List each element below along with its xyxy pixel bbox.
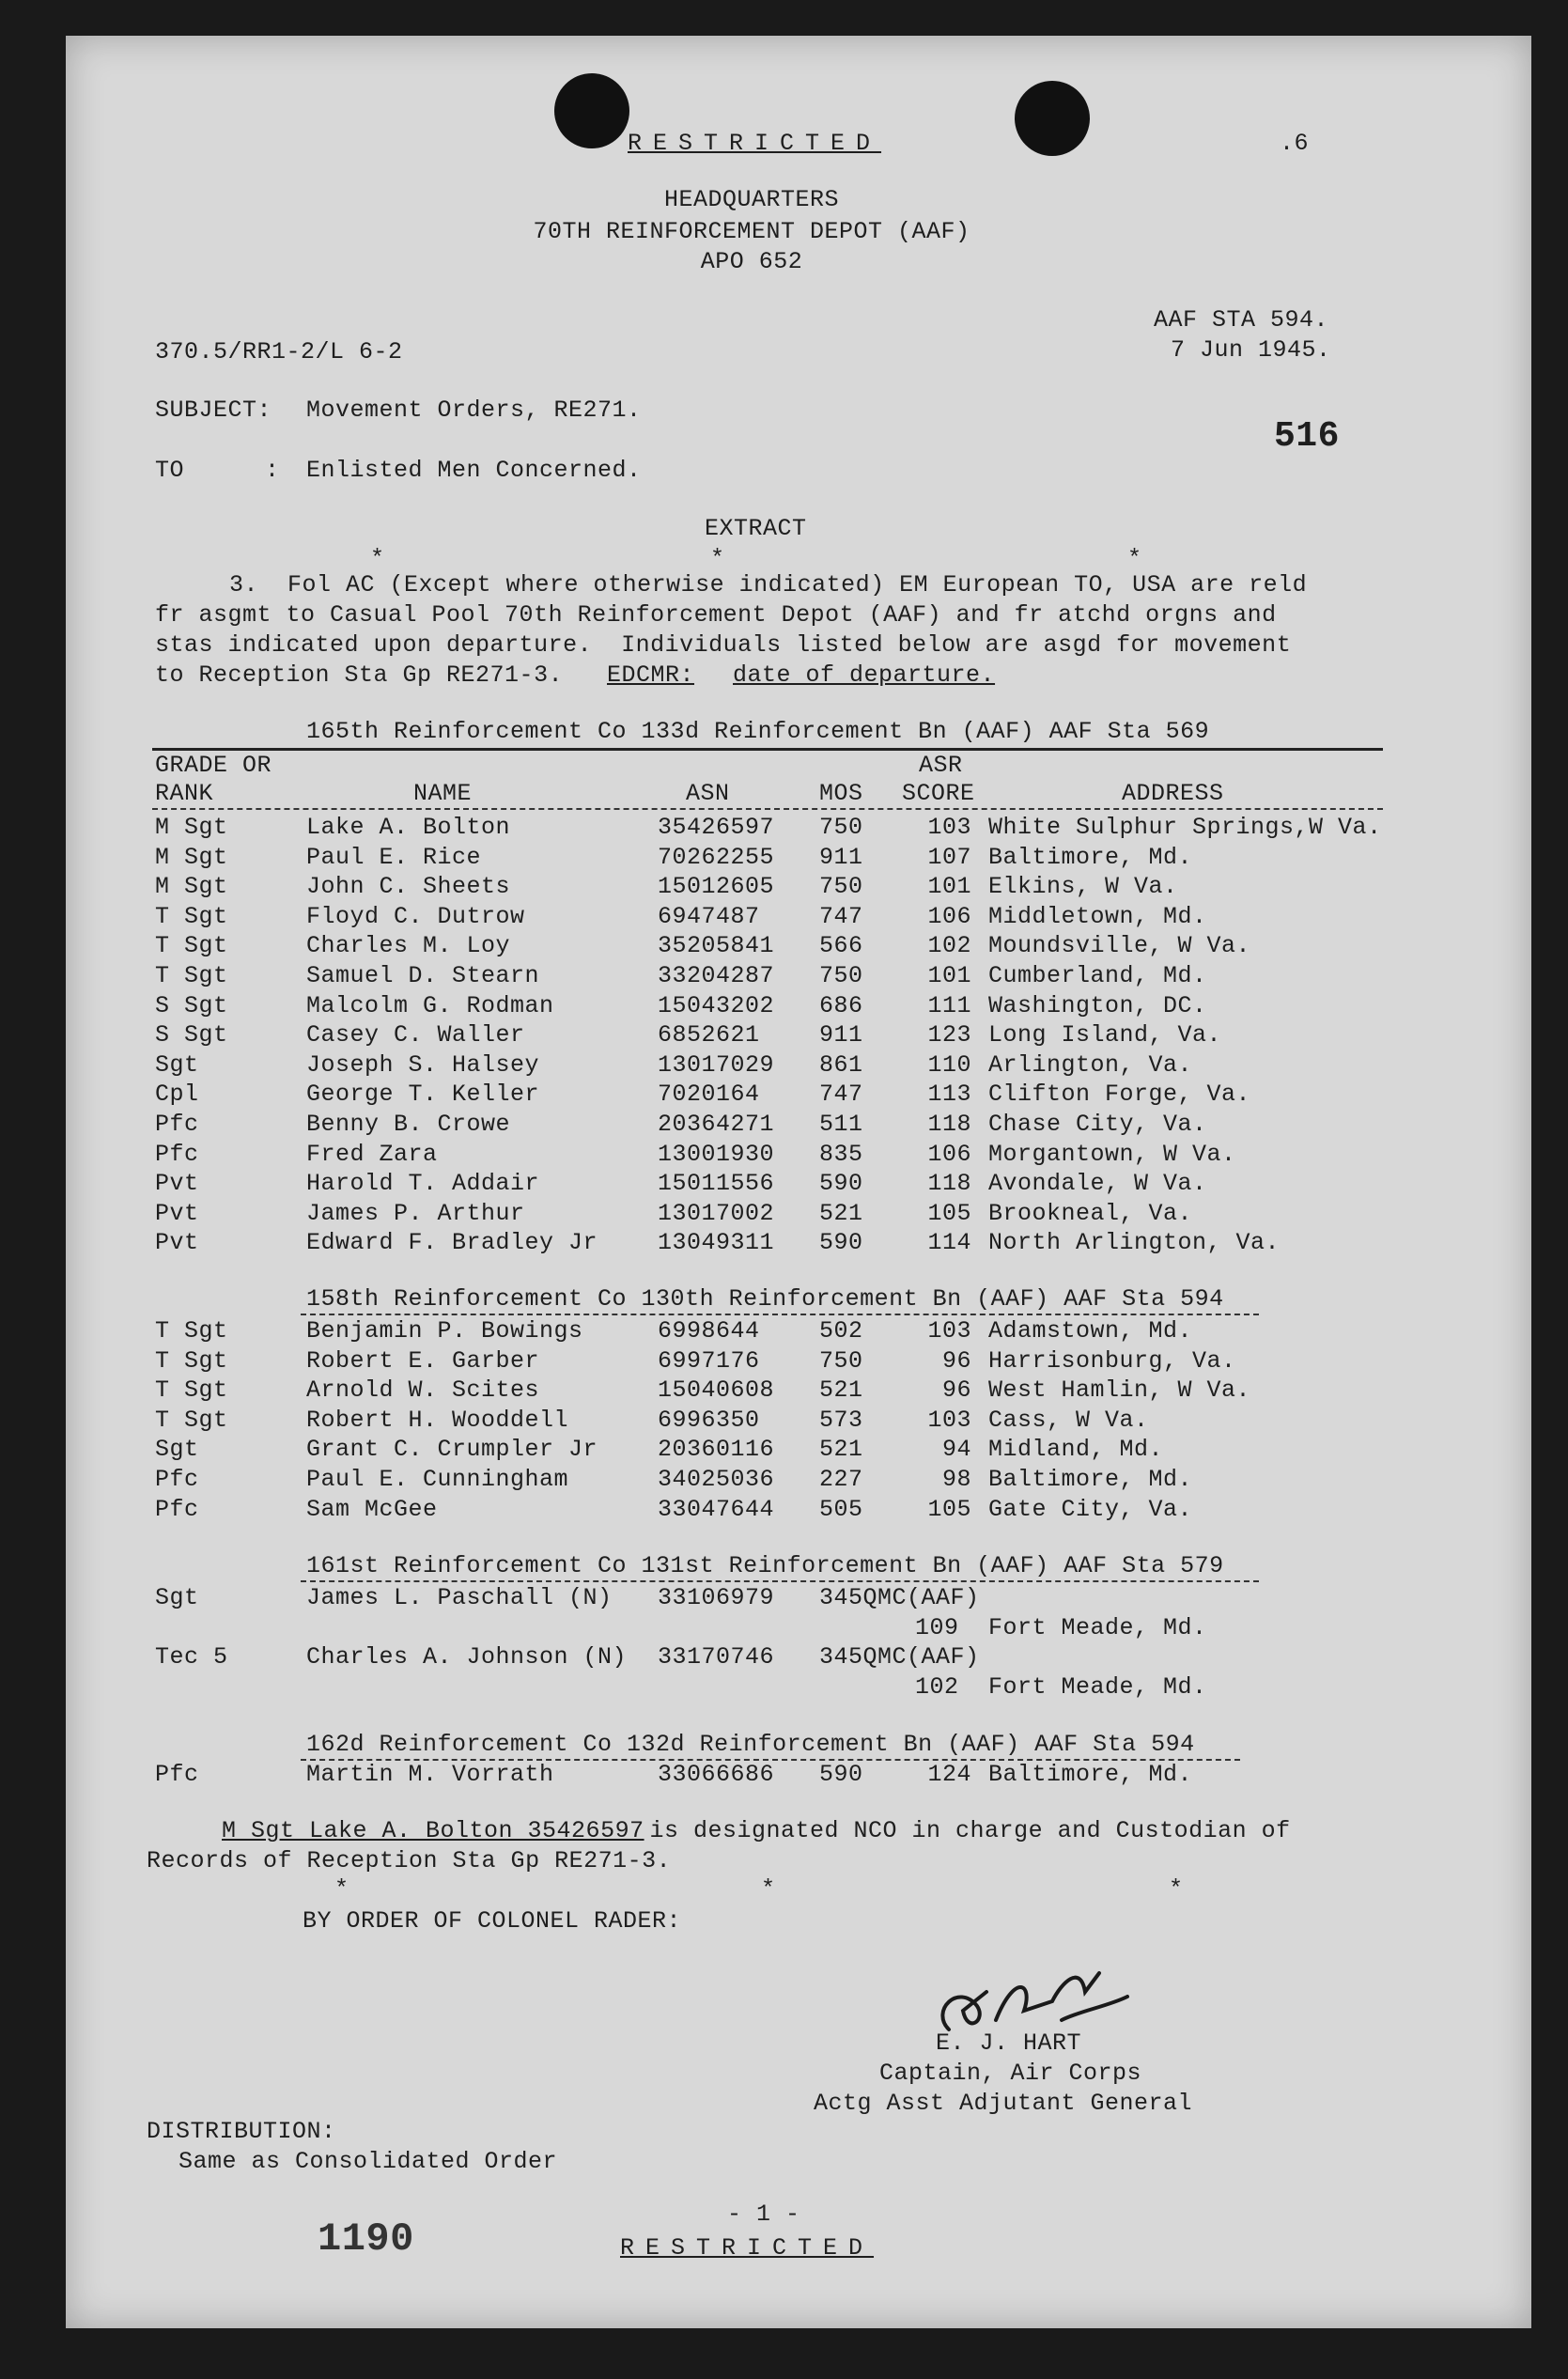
- star: *: [1127, 545, 1142, 572]
- cell-score: 103: [927, 1406, 971, 1434]
- cell-score: 94: [941, 1436, 971, 1464]
- cell-mos: 521: [819, 1376, 863, 1405]
- cell-name: Martin M. Vorrath: [306, 1761, 554, 1788]
- cell-grade: Pvt: [155, 1170, 199, 1198]
- edcmr-label: EDCMR:: [607, 661, 695, 689]
- cell-asn: 33106979: [658, 1584, 775, 1611]
- star: *: [370, 545, 385, 572]
- cell-grade: Pfc: [155, 1761, 199, 1788]
- cell-grade: Pvt: [155, 1199, 199, 1227]
- cell-asn: 13001930: [658, 1140, 775, 1168]
- cell-mos: 345QMC(AAF): [819, 1643, 980, 1672]
- signer-title-1: Captain, Air Corps: [879, 2060, 1142, 2087]
- cell-name: Arnold W. Scites: [306, 1376, 540, 1405]
- cell-address: Gate City, Va.: [988, 1495, 1193, 1523]
- cell-name: Samuel D. Stearn: [306, 962, 540, 989]
- unit-title: 161st Reinforcement Co 131st Reinforcement Bn (AAF) AAF Sta 579: [306, 1552, 1224, 1579]
- unit-rule: [301, 1314, 1259, 1315]
- cell-grade: Pfc: [155, 1466, 199, 1493]
- cell-name: Casey C. Waller: [306, 1021, 525, 1050]
- cell-score: 109: [915, 1613, 959, 1641]
- cell-score: 101: [927, 962, 971, 989]
- cell-address: White Sulphur Springs,W Va.: [988, 814, 1382, 841]
- order-date: 7 Jun 1945.: [1171, 336, 1331, 364]
- cell-asn: 33066686: [658, 1761, 775, 1788]
- cell-score: 105: [927, 1495, 971, 1523]
- cell-score: 111: [927, 991, 971, 1019]
- edcmr-value: date of departure.: [733, 661, 996, 689]
- cell-asn: 6947487: [658, 902, 760, 930]
- cell-name: Charles M. Loy: [306, 932, 511, 960]
- cell-mos: 686: [819, 991, 863, 1019]
- cell-address: Fort Meade, Md.: [988, 1672, 1207, 1701]
- cell-asn: 33204287: [658, 962, 775, 989]
- cell-asn: 33170746: [658, 1643, 775, 1672]
- cell-mos: 521: [819, 1436, 863, 1464]
- cell-mos: 511: [819, 1111, 863, 1138]
- file-reference: 370.5/RR1-2/L 6-2: [155, 338, 403, 365]
- cell-asn: 34025036: [658, 1466, 775, 1493]
- order-number: 516: [1274, 416, 1340, 457]
- cell-score: 102: [915, 1672, 959, 1701]
- cell-mos: 835: [819, 1140, 863, 1168]
- cell-asn: 35205841: [658, 932, 775, 960]
- cell-name: Sam McGee: [306, 1495, 438, 1523]
- cell-asn: 20360116: [658, 1436, 775, 1464]
- cell-grade: M Sgt: [155, 873, 228, 901]
- col-asr-1: ASR: [919, 752, 963, 779]
- cell-mos: 750: [819, 873, 863, 901]
- cell-grade: Pfc: [155, 1140, 199, 1168]
- to-text: Enlisted Men Concerned.: [306, 457, 642, 484]
- star: *: [761, 1875, 776, 1903]
- cell-score: 96: [941, 1346, 971, 1375]
- table-rule: [152, 748, 1383, 751]
- cell-mos: 747: [819, 1081, 863, 1109]
- cell-grade: T Sgt: [155, 1346, 228, 1375]
- cell-address: Midland, Md.: [988, 1436, 1164, 1464]
- cell-mos: 911: [819, 843, 863, 871]
- cell-score: 106: [927, 1140, 971, 1168]
- cell-score: 118: [927, 1111, 971, 1138]
- star: *: [710, 545, 725, 572]
- cell-address: Chase City, Va.: [988, 1111, 1207, 1138]
- cell-address: Middletown, Md.: [988, 902, 1207, 930]
- cell-grade: M Sgt: [155, 814, 228, 841]
- cell-name: Joseph S. Halsey: [306, 1050, 540, 1079]
- cell-grade: Tec 5: [155, 1643, 228, 1672]
- cell-name: Grant C. Crumpler Jr: [306, 1436, 598, 1464]
- cell-mos: 590: [819, 1229, 863, 1257]
- cell-name: Paul E. Cunningham: [306, 1466, 569, 1493]
- signer-title-2: Actg Asst Adjutant General: [814, 2090, 1193, 2117]
- cell-address: Clifton Forge, Va.: [988, 1081, 1251, 1109]
- cell-score: 98: [941, 1466, 971, 1493]
- cell-grade: T Sgt: [155, 962, 228, 989]
- cell-grade: T Sgt: [155, 1317, 228, 1345]
- cell-asn: 15043202: [658, 991, 775, 1019]
- cell-address: Brookneal, Va.: [988, 1199, 1193, 1227]
- cell-score: 123: [927, 1021, 971, 1050]
- unit-title: 158th Reinforcement Co 130th Reinforcement Bn (AAF) AAF Sta 594: [306, 1285, 1224, 1313]
- cell-name: Robert E. Garber: [306, 1346, 540, 1375]
- cell-asn: 6997176: [658, 1346, 760, 1375]
- cell-score: 110: [927, 1050, 971, 1079]
- cell-address: West Hamlin, W Va.: [988, 1376, 1251, 1405]
- cell-grade: S Sgt: [155, 1021, 228, 1050]
- cell-score: 113: [927, 1081, 971, 1109]
- cell-address: Baltimore, Md.: [988, 843, 1193, 871]
- cell-mos: 747: [819, 902, 863, 930]
- cell-mos: 590: [819, 1761, 863, 1788]
- cell-grade: T Sgt: [155, 902, 228, 930]
- cell-grade: M Sgt: [155, 843, 228, 871]
- unit-title: 162d Reinforcement Co 132d Reinforcement Bn (AAF) AAF Sta 594: [306, 1731, 1195, 1758]
- cell-score: 103: [927, 1317, 971, 1345]
- col-address: ADDRESS: [1122, 780, 1224, 807]
- document-page: [66, 36, 1531, 2328]
- col-name: NAME: [413, 780, 473, 807]
- cell-name: Malcolm G. Rodman: [306, 991, 554, 1019]
- cell-mos: 227: [819, 1466, 863, 1493]
- cell-mos: 750: [819, 962, 863, 989]
- cell-asn: 15012605: [658, 873, 775, 901]
- cell-mos: 345QMC(AAF): [819, 1584, 980, 1611]
- col-mos: MOS: [819, 780, 863, 807]
- nco-designee: M Sgt Lake A. Bolton 35426597: [222, 1817, 644, 1844]
- paragraph-line-2: fr asgmt to Casual Pool 70th Reinforcement Depot (AAF) and fr atchd orgns and: [155, 601, 1277, 629]
- paragraph-line-1: 3. Fol AC (Except where otherwise indicated) EM European TO, USA are reld: [229, 571, 1308, 599]
- cell-mos: 590: [819, 1170, 863, 1198]
- cell-mos: 750: [819, 1346, 863, 1375]
- cell-grade: Sgt: [155, 1050, 199, 1079]
- to-label: TO: [155, 457, 185, 484]
- cell-mos: 573: [819, 1406, 863, 1434]
- paragraph-line-3: stas indicated upon departure. Individuals listed below are asgd for movement: [155, 631, 1292, 659]
- cell-grade: Pvt: [155, 1229, 199, 1257]
- cell-name: Edward F. Bradley Jr: [306, 1229, 598, 1257]
- cell-grade: Sgt: [155, 1436, 199, 1464]
- col-grade-1: GRADE OR: [155, 752, 272, 779]
- cell-address: Harrisonburg, Va.: [988, 1346, 1236, 1375]
- cell-score: 118: [927, 1170, 971, 1198]
- cell-name: Charles A. Johnson (N): [306, 1643, 628, 1672]
- hq-line-1: HEADQUARTERS: [663, 186, 840, 213]
- cell-grade: Sgt: [155, 1584, 199, 1611]
- cell-score: 106: [927, 902, 971, 930]
- hq-line-2: 70TH REINFORCEMENT DEPOT (AAF): [533, 218, 970, 245]
- cell-name: Paul E. Rice: [306, 843, 482, 871]
- cell-grade: T Sgt: [155, 932, 228, 960]
- cell-score: 114: [927, 1229, 971, 1257]
- subject-label: SUBJECT:: [155, 396, 272, 424]
- cell-name: John C. Sheets: [306, 873, 511, 901]
- cell-address: Fort Meade, Md.: [988, 1613, 1207, 1641]
- distribution-label: DISTRIBUTION:: [147, 2118, 336, 2145]
- col-grade-2: RANK: [155, 780, 214, 807]
- cell-name: Fred Zara: [306, 1140, 438, 1168]
- cell-address: Long Island, Va.: [988, 1021, 1222, 1050]
- page-number: - 1 -: [727, 2200, 800, 2228]
- star: *: [1169, 1875, 1184, 1903]
- signer-name: E. J. HART: [936, 2029, 1082, 2057]
- distribution-text: Same as Consolidated Order: [179, 2148, 558, 2175]
- table-rule: [152, 808, 1383, 810]
- cell-name: George T. Keller: [306, 1081, 540, 1109]
- cell-asn: 13049311: [658, 1229, 775, 1257]
- nco-line-1: is designated NCO in charge and Custodian of: [635, 1817, 1291, 1844]
- cell-score: 102: [927, 932, 971, 960]
- restricted-bottom: RESTRICTED: [620, 2234, 875, 2262]
- cell-score: 107: [927, 843, 971, 871]
- unit-rule: [301, 1580, 1259, 1582]
- cell-name: Benny B. Crowe: [306, 1111, 511, 1138]
- nco-line-2: Records of Reception Sta Gp RE271-3.: [147, 1847, 672, 1874]
- cell-address: Moundsville, W Va.: [988, 932, 1251, 960]
- punch-hole: [554, 73, 629, 148]
- col-asr-2: SCORE: [902, 780, 975, 807]
- extract-heading: EXTRACT: [705, 515, 807, 542]
- to-colon: :: [265, 457, 280, 484]
- cell-address: Avondale, W Va.: [988, 1170, 1207, 1198]
- station: AAF STA 594.: [1154, 306, 1329, 334]
- cell-address: Elkins, W Va.: [988, 873, 1178, 901]
- cell-mos: 750: [819, 814, 863, 841]
- cell-mos: 911: [819, 1021, 863, 1050]
- cell-asn: 15040608: [658, 1376, 775, 1405]
- cell-asn: 70262255: [658, 843, 775, 871]
- restricted-top: RESTRICTED: [628, 130, 882, 157]
- page-mark: .6: [1280, 130, 1310, 157]
- cell-address: North Arlington, Va.: [988, 1229, 1281, 1257]
- cell-asn: 6998644: [658, 1317, 760, 1345]
- cell-mos: 566: [819, 932, 863, 960]
- cell-asn: 6996350: [658, 1406, 760, 1434]
- cell-asn: 6852621: [658, 1021, 760, 1050]
- cell-mos: 521: [819, 1199, 863, 1227]
- cell-asn: 33047644: [658, 1495, 775, 1523]
- punch-hole: [1015, 81, 1090, 156]
- cell-asn: 13017029: [658, 1050, 775, 1079]
- cell-address: Cumberland, Md.: [988, 962, 1207, 989]
- cell-name: Robert H. Wooddell: [306, 1406, 569, 1434]
- cell-name: James P. Arthur: [306, 1199, 525, 1227]
- cell-name: James L. Paschall (N): [306, 1584, 613, 1611]
- col-asn: ASN: [686, 780, 730, 807]
- cell-grade: Pfc: [155, 1495, 199, 1523]
- cell-address: Baltimore, Md.: [988, 1466, 1193, 1493]
- subject-text: Movement Orders, RE271.: [306, 396, 642, 424]
- cell-mos: 505: [819, 1495, 863, 1523]
- cell-address: Washington, DC.: [988, 991, 1207, 1019]
- cell-score: 105: [927, 1199, 971, 1227]
- star: *: [334, 1875, 349, 1903]
- cell-grade: Cpl: [155, 1081, 199, 1109]
- cell-address: Adamstown, Md.: [988, 1317, 1193, 1345]
- cell-address: Morgantown, W Va.: [988, 1140, 1236, 1168]
- stamp-number: 1190: [318, 2216, 414, 2262]
- cell-address: Arlington, Va.: [988, 1050, 1193, 1079]
- cell-name: Harold T. Addair: [306, 1170, 540, 1198]
- paragraph-line-4: to Reception Sta Gp RE271-3.: [155, 661, 564, 689]
- cell-grade: Pfc: [155, 1111, 199, 1138]
- cell-grade: T Sgt: [155, 1376, 228, 1405]
- cell-score: 101: [927, 873, 971, 901]
- cell-mos: 502: [819, 1317, 863, 1345]
- cell-grade: T Sgt: [155, 1406, 228, 1434]
- cell-grade: S Sgt: [155, 991, 228, 1019]
- unit-title: 165th Reinforcement Co 133d Reinforcement Bn (AAF) AAF Sta 569: [306, 718, 1210, 745]
- cell-asn: 20364271: [658, 1111, 775, 1138]
- cell-address: Baltimore, Md.: [988, 1761, 1193, 1788]
- cell-asn: 35426597: [658, 814, 775, 841]
- cell-score: 96: [941, 1376, 971, 1405]
- cell-score: 124: [927, 1761, 971, 1788]
- by-order: BY ORDER OF COLONEL RADER:: [303, 1907, 682, 1935]
- cell-asn: 13017002: [658, 1199, 775, 1227]
- cell-asn: 7020164: [658, 1081, 760, 1109]
- cell-score: 103: [927, 814, 971, 841]
- cell-name: Benjamin P. Bowings: [306, 1317, 583, 1345]
- cell-asn: 15011556: [658, 1170, 775, 1198]
- cell-mos: 861: [819, 1050, 863, 1079]
- hq-line-3: APO 652: [700, 248, 803, 275]
- cell-name: Floyd C. Dutrow: [306, 902, 525, 930]
- cell-name: Lake A. Bolton: [306, 814, 511, 841]
- cell-address: Cass, W Va.: [988, 1406, 1149, 1434]
